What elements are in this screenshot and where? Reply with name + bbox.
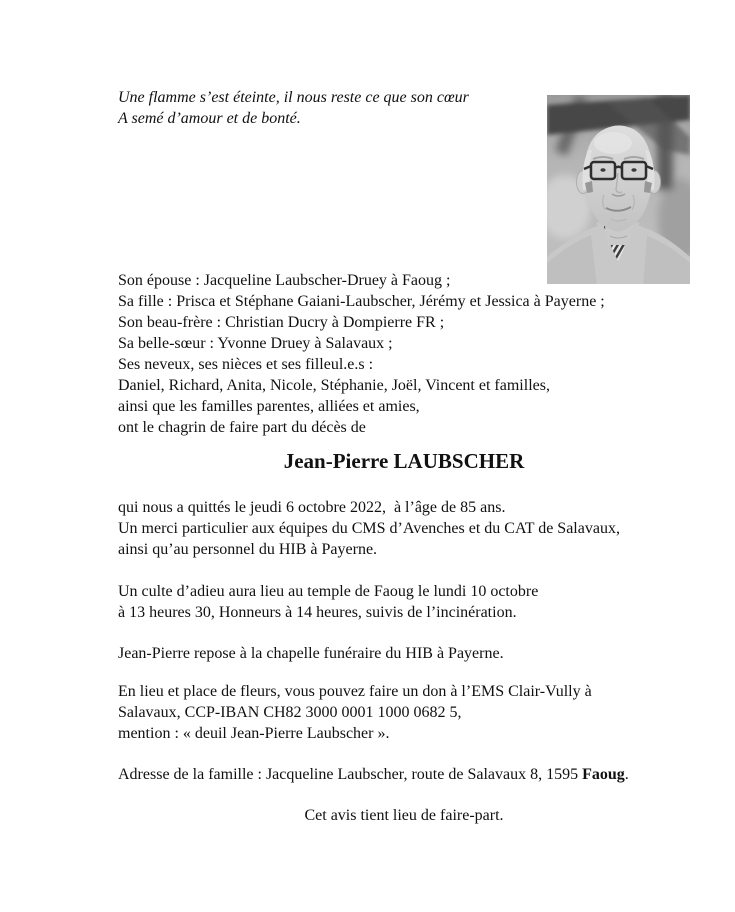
address-period: . [624,766,629,783]
deceased-name: Jean-Pierre LAUBSCHER [283,449,525,473]
epigraph-line: Une flamme s’est éteinte, il nous reste ce que son cœur [118,89,469,106]
family-line-brother-in-law: Son beau-frère : Christian Ducry à Dompierre FR ; [118,314,445,331]
closing-paragraph [118,805,690,826]
death-paragraph [118,497,620,560]
address-line [118,764,629,785]
portrait-photo-image [547,95,690,284]
address-town: Faoug [582,766,625,783]
donation-iban-line: Salavaux, CCP-IBAN CH82 3000 0001 1000 0682 5, [118,704,462,721]
portrait-photo [547,53,690,242]
thanks-line: Un merci particulier aux équipes du CMS d’Avenches et du CAT de Salavaux, [118,520,620,537]
repose-line: Jean-Pierre repose à la chapelle funéraire du HIB à Payerne. [118,645,504,662]
family-line-names: Daniel, Richard, Anita, Nicole, Stéphanie, Joël, Vincent et familles, [118,377,550,394]
family-line-daughter: Sa fille : Prisca et Stéphane Gaiani-Laubscher, Jérémy et Jessica à Payerne ; [118,293,605,310]
donation-mention-line: mention : « deuil Jean-Pierre Laubscher ». [118,725,390,742]
service-paragraph [118,581,538,623]
service-line: à 13 heures 30, Honneurs à 14 heures, suivis de l’incinération. [118,604,517,621]
closing-line: Cet avis tient lieu de faire-part. [304,807,504,824]
family-line-relatives: ainsi que les familles parentes, alliées et amies, [118,398,420,415]
death-line: qui nous a quittés le jeudi 6 octobre 2022, à l’âge de 85 ans. [118,499,506,516]
epigraph [118,87,469,129]
thanks-line: ainsi qu’au personnel du HIB à Payerne. [118,541,378,558]
address-text: Adresse de la famille : Jacqueline Laubscher, route de Salavaux 8, 1595 [118,766,583,783]
donation-line: En lieu et place de fleurs, vous pouvez faire un don à l’EMS Clair-Vully à [118,683,592,700]
address-paragraph [118,764,629,785]
service-line: Un culte d’adieu aura lieu au temple de Faoug le lundi 10 octobre [118,583,539,600]
family-line-nephews: Ses neveux, ses nièces et ses filleul.e.s : [118,356,374,373]
family-line-sister-in-law: Sa belle-sœur : Yvonne Druey à Salavaux ; [118,335,393,352]
repose-paragraph [118,643,504,664]
family-line-spouse: Son épouse : Jacqueline Laubscher-Druey à Faoug ; [118,272,451,289]
donation-paragraph [118,681,592,744]
family-line-announcement: ont le chagrin de faire part du décès de [118,419,366,436]
family-list [118,270,605,438]
epigraph-line: A semé d’amour et de bonté. [118,110,301,127]
